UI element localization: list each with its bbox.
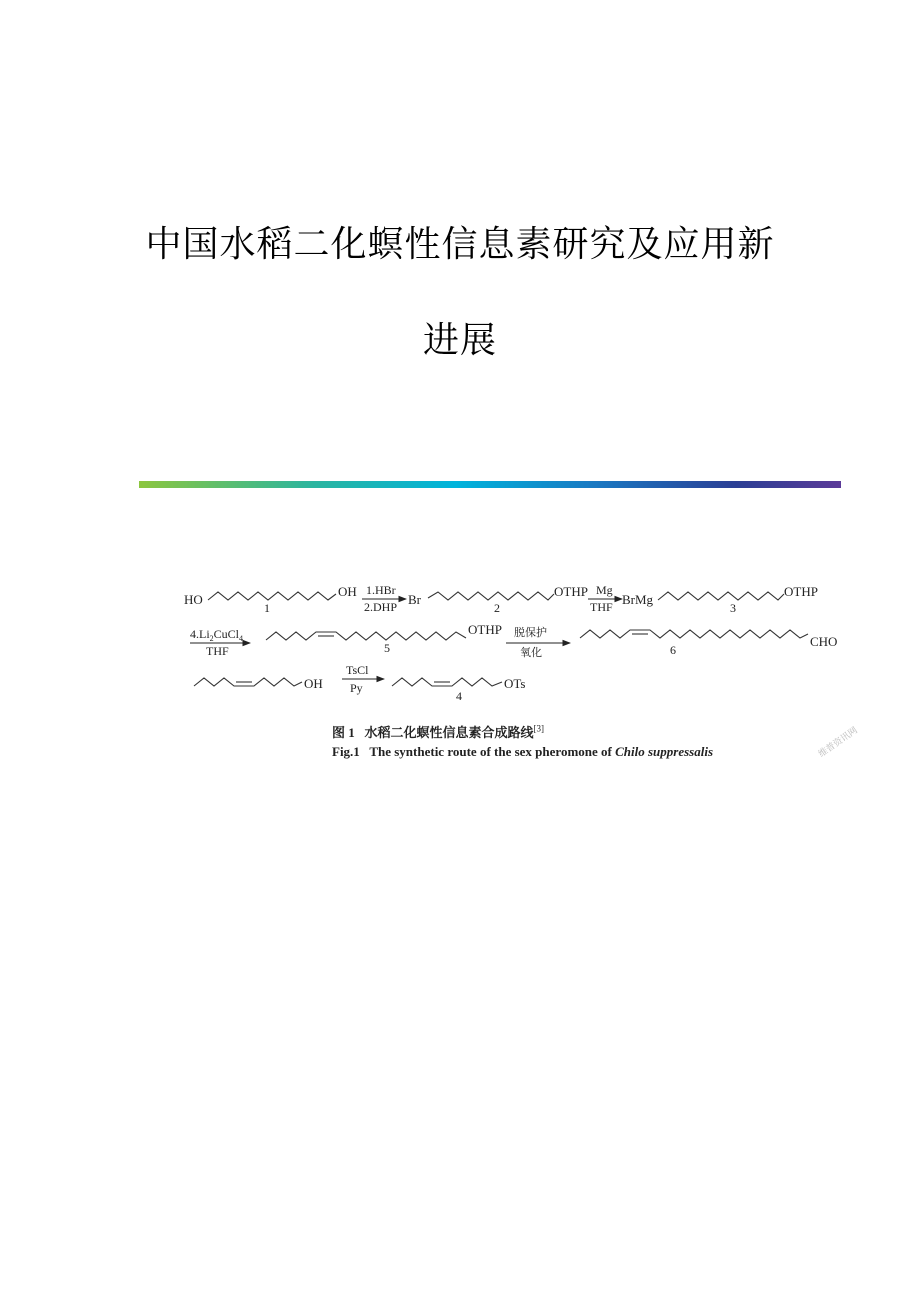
reagent-5-top: TsCl [346,663,369,677]
chain-compound-2 [428,592,554,600]
watermark: 维普资讯网 [817,725,860,760]
caption-cn-label: 图 1 [332,725,355,740]
gradient-divider [139,481,841,488]
chain-compound-5 [266,632,466,640]
caption-reference: [3] [533,723,545,734]
reagent-3-bottom: THF [206,644,229,658]
reagent-3-top: $4.Li_2CuCl_4$ [190,627,244,643]
reagent-4-bottom: 氧化 [520,647,542,659]
label-oh-2: OH [304,676,323,691]
label-ots: OTs [504,676,526,691]
label-brmg: BrMg [622,592,654,607]
label-ho: HO [184,592,203,607]
caption-cn-text: 水稻二化螟性信息素合成路线 [364,726,534,741]
compound-number-2: 2 [494,601,500,615]
label-othp-3: OTHP [468,622,502,637]
compound-number-3: 3 [730,601,736,615]
compound-number-4: 4 [456,689,462,703]
chain-compound-3 [658,592,784,600]
label-othp-2: OTHP [784,584,818,599]
label-othp-1: OTHP [554,584,588,599]
label-br: Br [408,592,421,607]
figure-caption-en [332,744,713,760]
reagent-2-bottom: THF [590,600,613,614]
caption-en-text: The synthetic route of the sex pheromone of [369,744,612,759]
label-oh: OH [338,584,357,599]
caption-en-label: Fig.1 [332,744,360,759]
compound-number-5: 5 [384,641,390,655]
label-cho: CHO [810,634,838,649]
reagent-1-bottom: 2.DHP [364,600,398,614]
document-title-line-2: 进展 [422,320,497,361]
reagent-1-top: 1.HBr [366,583,396,597]
reagent-4-top: 脱保护 [514,627,547,639]
document-title-line-1: 中国水稻二化螟性信息素研究及应用新 [145,224,775,265]
figure-caption-cn [332,722,544,741]
compound-number-6: 6 [670,643,676,657]
compound-number-1: 1 [264,601,270,615]
caption-en-species: Chilo suppressalis [615,744,714,759]
chain-compound-6 [580,630,808,638]
reagent-2-top: Mg [596,583,613,597]
chain-compound-1 [208,592,336,600]
reagent-5-bottom: Py [350,681,363,695]
